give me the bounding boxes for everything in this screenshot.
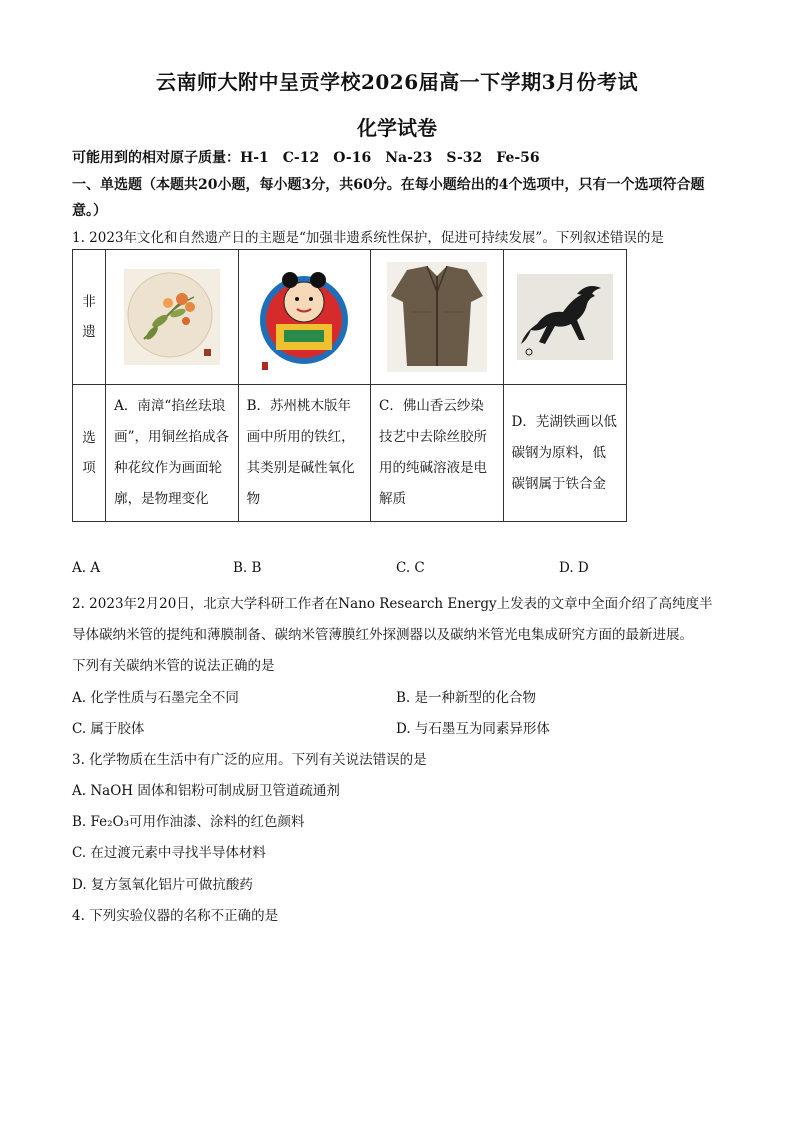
row-label-char: 选 — [82, 430, 96, 446]
image-cell-d — [503, 250, 626, 385]
iron-horse-painting-image — [517, 274, 613, 360]
image-cell-b — [238, 250, 370, 385]
row-label-options — [73, 385, 106, 522]
q2-option-d: D. 与石墨互为同素异形体 — [396, 721, 550, 737]
option-b-cell: B．苏州桃木版年画中所用的铁红，其类别是碱性氧化物 — [238, 385, 370, 522]
section-heading: 一、单选题（本题共20小题，每小题3分，共60分。在每小题给出的4个选项中，只有一个选项符合题意。） — [72, 177, 705, 219]
q3-option-d: D. 复方氢氧化铝片可做抗酸药 — [72, 877, 253, 893]
option-c-cell: C．佛山香云纱染技艺中去除丝胶所用的纯碱溶液是电解质 — [371, 385, 503, 522]
q3-option-c: C. 在过渡元素中寻找半导体材料 — [72, 845, 266, 861]
new-year-print-image — [254, 262, 354, 372]
image-cell-a — [106, 250, 238, 385]
exam-subtitle: 化学试卷 — [357, 116, 437, 140]
image-cell-c — [371, 250, 503, 385]
exam-title: 云南师大附中呈贡学校2026届高一下学期3月份考试 — [155, 70, 639, 94]
q1-answer-b: B. B — [233, 560, 262, 576]
q2-stem-line3: 下列有关碳纳米管的说法正确的是 — [72, 658, 275, 674]
row-label-char: 非 — [82, 294, 96, 310]
q1-answer-c: C. C — [396, 560, 425, 576]
fragrant-silk-garment-image — [387, 262, 487, 372]
option-d-cell: D．芜湖铁画以低碳钢为原料，低碳钢属于铁合金 — [503, 385, 626, 522]
q2-stem-line1: 2. 2023年2月20日，北京大学科研工作者在Nano Research Energy上发表的文章中全面介绍了高纯度半 — [72, 596, 713, 612]
q4-stem: 4. 下列实验仪器的名称不正确的是 — [72, 908, 279, 924]
row-label-heritage — [73, 250, 106, 385]
row-label-char: 遗 — [82, 324, 96, 340]
q3-stem: 3. 化学物质在生活中有广泛的应用。下列有关说法错误的是 — [72, 752, 427, 768]
q3-option-a: A. NaOH 固体和铝粉可制成厨卫管道疏通剂 — [72, 783, 340, 799]
q2-stem-line2: 导体碳纳米管的提纯和薄膜制备、碳纳米管薄膜红外探测器以及碳纳米管光电集成研究方面的最新进展。 — [72, 627, 693, 643]
atomic-masses: 可能用到的相对原子质量：H-1 C-12 O-16 Na-23 S-32 Fe-56 — [72, 150, 540, 166]
q1-table — [72, 249, 627, 522]
q3-option-b: B. Fe₂O₃可用作油漆、涂料的红色颜料 — [72, 814, 305, 830]
q2-option-b: B. 是一种新型的化合物 — [396, 690, 537, 706]
cloisonne-painting-image — [124, 269, 220, 365]
q1-stem: 1. 2023年文化和自然遗产日的主题是“加强非遗系统性保护，促进可持续发展”。下列叙述错误的是 — [72, 230, 664, 246]
option-a-cell: A．南漳“掐丝珐琅画”，用铜丝掐成各种花纹作为画面轮廓，是物理变化 — [106, 385, 238, 522]
q2-option-c: C. 属于胶体 — [72, 721, 145, 737]
row-label-char: 项 — [82, 460, 96, 476]
q1-answer-d: D. D — [559, 560, 589, 576]
q1-answer-a: A. A — [72, 560, 101, 576]
q2-option-a: A. 化学性质与石墨完全不同 — [72, 690, 239, 706]
